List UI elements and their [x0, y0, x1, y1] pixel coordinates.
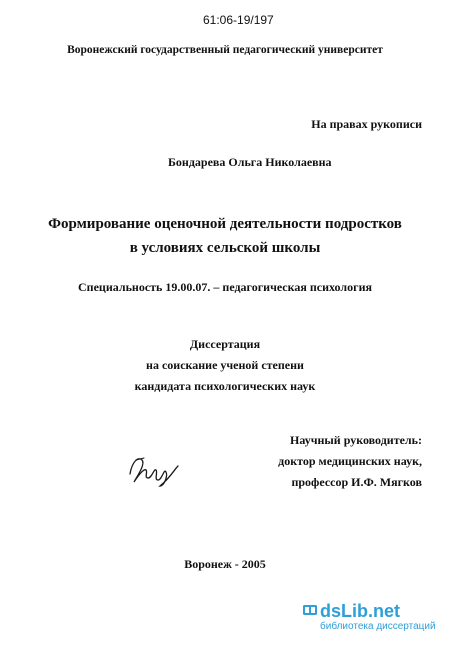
watermark-logo	[320, 601, 442, 641]
degree-line-3: кандидата психологических наук	[134, 379, 316, 393]
degree-block	[0, 334, 450, 397]
city-year: Воронеж - 2005	[184, 557, 266, 571]
watermark-name: dsLib.net	[320, 601, 400, 621]
degree-line-2: на соискание ученой степени	[146, 358, 304, 372]
watermark-subtitle: библиотека диссертаций	[320, 621, 436, 632]
supervisor-line-2: доктор медицинских наук,	[278, 454, 422, 468]
specialty: Специальность 19.00.07. – педагогическая психология	[78, 280, 372, 294]
document-code: 61:06-19/197	[203, 13, 274, 27]
university-name: Воронежский государственный педагогический университет	[67, 44, 383, 56]
handwritten-signature	[124, 448, 184, 488]
degree-line-1: Диссертация	[189, 337, 261, 351]
title-line-1: Формирование оценочной деятельности подростков	[48, 216, 402, 232]
supervisor-line-1: Научный руководитель:	[290, 433, 422, 447]
title-line-2: в условиях сельской школы	[129, 240, 321, 256]
supervisor-line-3: профессор И.Ф. Мягков	[291, 475, 422, 489]
dissertation-title	[0, 212, 450, 260]
supervisor-block	[278, 430, 422, 493]
author-name: Бондарева Ольга Николаевна	[168, 155, 332, 169]
rights-note: На правах рукописи	[311, 117, 422, 131]
book-icon	[302, 602, 318, 618]
